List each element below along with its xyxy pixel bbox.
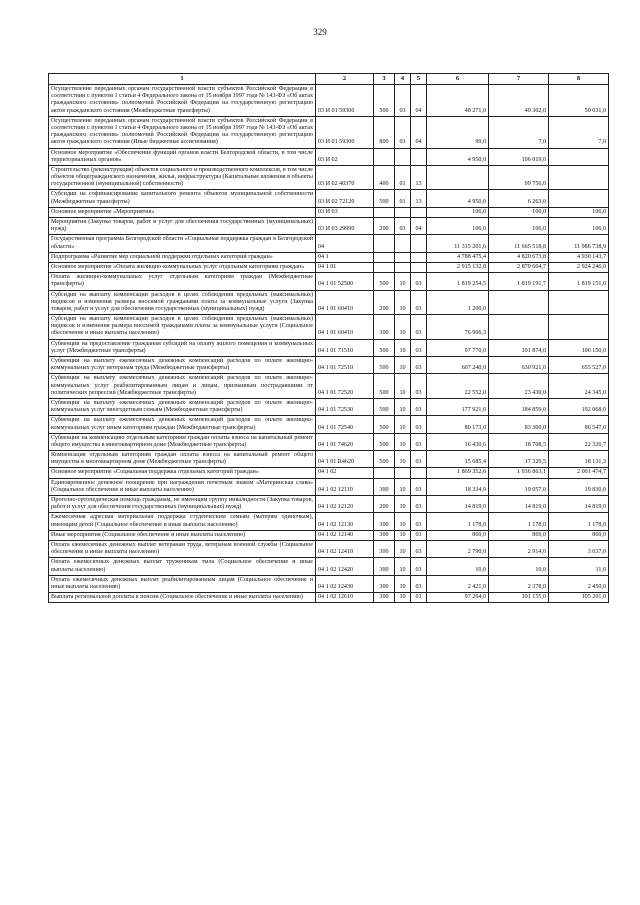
- row-amount-year1-cell: 177 921,0: [427, 398, 489, 415]
- row-section-cell: 01: [395, 190, 411, 207]
- table-row: [49, 468, 609, 478]
- row-code-cell: 04 1 01 72510: [316, 357, 374, 374]
- row-amount-year3-cell: 19 830,0: [549, 478, 609, 495]
- column-header: 4: [395, 74, 411, 85]
- row-expense-type-cell: 300: [374, 558, 395, 575]
- row-expense-type-cell: 500: [374, 339, 395, 356]
- table-row: [49, 85, 609, 117]
- row-amount-year3-cell: 11 986 738,9: [549, 235, 609, 252]
- row-amount-year2-cell: 19 057,0: [489, 478, 549, 495]
- row-expense-type-cell: 300: [374, 530, 395, 540]
- row-amount-year3-cell: 86 547,0: [549, 416, 609, 433]
- row-code-cell: 04 1 02 12140: [316, 530, 374, 540]
- row-name-cell: Субсидии на выплату компенсации расходов в целях соблюдения предельных (максимальных) индексов и изменения размера вносимой гражданами платы за коммунальные услуги (Социальное обеспечение и иные выплаты населению): [49, 315, 316, 340]
- row-name-cell: Субвенции на выплату ежемесячных денежных компенсаций расходов по оплате жилищно-коммунальных услуг реабилитированным лицам и лицам, признанным пострадавшими от политических репрессий (Межбюджетные трансферты): [49, 374, 316, 399]
- row-expense-type-cell: 300: [374, 540, 395, 557]
- row-section-cell: 10: [395, 339, 411, 356]
- row-expense-type-cell: 300: [374, 575, 395, 592]
- row-section-cell: 10: [395, 593, 411, 603]
- row-section-cell: 10: [395, 451, 411, 468]
- row-amount-year2-cell: 10,0: [489, 558, 549, 575]
- row-expense-type-cell: 500: [374, 85, 395, 117]
- row-section-cell: 10: [395, 433, 411, 450]
- row-subsection-cell: 03: [411, 530, 427, 540]
- row-section-cell: 10: [395, 357, 411, 374]
- row-amount-year2-cell: 184 859,0: [489, 398, 549, 415]
- row-amount-year1-cell: 22 552,0: [427, 374, 489, 399]
- row-amount-year2-cell: 106 019,0: [489, 148, 549, 165]
- column-header: 7: [489, 74, 549, 85]
- table-row: [49, 273, 609, 290]
- row-name-cell: Оплата жилищно-коммунальных услуг отдельным категориям граждан (Межбюджетные трансферты): [49, 273, 316, 290]
- row-subsection-cell: 04: [411, 116, 427, 148]
- row-amount-year2-cell: 4 820 673,8: [489, 252, 549, 262]
- row-amount-year2-cell: 11 665 518,8: [489, 235, 549, 252]
- row-amount-year2-cell: [489, 315, 549, 340]
- row-amount-year1-cell: 14 819,0: [427, 496, 489, 513]
- row-section-cell: 10: [395, 315, 411, 340]
- row-section-cell: 10: [395, 416, 411, 433]
- row-amount-year1-cell: 4 950,0: [427, 148, 489, 165]
- row-amount-year2-cell: 869,0: [489, 530, 549, 540]
- row-section-cell: 10: [395, 540, 411, 557]
- row-subsection-cell: [411, 252, 427, 262]
- row-amount-year2-cell: 49 302,0: [489, 85, 549, 117]
- row-amount-year1-cell: 106,0: [427, 218, 489, 235]
- row-name-cell: Субвенции на выплату ежемесячных денежных компенсаций расходов по оплате жилищно-коммунальных услуг иным категориям граждан (Межбюджетные трансферты): [49, 416, 316, 433]
- row-expense-type-cell: 500: [374, 433, 395, 450]
- row-subsection-cell: 03: [411, 540, 427, 557]
- row-name-cell: Подпрограмма «Развитие мер социальной поддержки отдельных категорий граждан»: [49, 252, 316, 262]
- column-header: 1: [49, 74, 316, 85]
- row-amount-year3-cell: 4 930 143,7: [549, 252, 609, 262]
- table-row: [49, 262, 609, 272]
- row-section-cell: 03: [395, 116, 411, 148]
- row-expense-type-cell: 300: [374, 593, 395, 603]
- row-subsection-cell: 03: [411, 558, 427, 575]
- column-header: 3: [374, 74, 395, 85]
- table-row: [49, 593, 609, 603]
- row-amount-year1-cell: 4 950,0: [427, 190, 489, 207]
- row-expense-type-cell: [374, 468, 395, 478]
- row-code-cell: 03 И 02: [316, 148, 374, 165]
- row-expense-type-cell: 800: [374, 116, 395, 148]
- row-subsection-cell: 13: [411, 190, 427, 207]
- budget-table: [48, 73, 609, 603]
- row-amount-year1-cell: 80 173,0: [427, 416, 489, 433]
- row-subsection-cell: 04: [411, 218, 427, 235]
- row-expense-type-cell: 300: [374, 478, 395, 495]
- row-name-cell: Строительство (реконструкция) объектов социального и производственного комплексов, в том числе объектов общегражданского назначения, жилья, инфраструктуры (Капитальные вложения в объекты государственной (муниципальной) собственности): [49, 165, 316, 190]
- row-code-cell: 04 1 01 R4620: [316, 451, 374, 468]
- row-amount-year1-cell: 99,0: [427, 116, 489, 148]
- table-row: [49, 290, 609, 315]
- row-name-cell: Субсидии на выплату компенсации расходов в целях соблюдения предельных (максимальных) индексов и изменения размера вносимой гражданами платы за коммунальные услуги (Закупка товаров, работ и услуг для обеспечения государственных (муниципальных) нужд): [49, 290, 316, 315]
- row-expense-type-cell: 200: [374, 218, 395, 235]
- row-name-cell: Иные мероприятия (Социальное обеспечение и иные выплаты населению): [49, 530, 316, 540]
- column-header: 6: [427, 74, 489, 85]
- row-expense-type-cell: 300: [374, 513, 395, 530]
- row-section-cell: [395, 262, 411, 272]
- row-amount-year2-cell: 1 936 863,1: [489, 468, 549, 478]
- table-body: [49, 85, 609, 603]
- row-code-cell: 04 1 02 12410: [316, 540, 374, 557]
- row-amount-year3-cell: 106,0: [549, 218, 609, 235]
- row-code-cell: 04 1 01 60410: [316, 315, 374, 340]
- row-code-cell: 04 1 02 12420: [316, 558, 374, 575]
- row-name-cell: Основное мероприятие «Оплата жилищно-коммунальных услуг отдельным категориям граждан»: [49, 262, 316, 272]
- row-code-cell: 03 И 03 29990: [316, 218, 374, 235]
- row-subsection-cell: 03: [411, 374, 427, 399]
- row-amount-year3-cell: 11,0: [549, 558, 609, 575]
- row-amount-year1-cell: 97 770,0: [427, 339, 489, 356]
- table-header-row: [49, 74, 609, 85]
- table-row: [49, 357, 609, 374]
- row-subsection-cell: 01: [411, 593, 427, 603]
- column-header: 5: [411, 74, 427, 85]
- row-amount-year2-cell: 1 819 191,7: [489, 273, 549, 290]
- row-amount-year3-cell: 2 001 474,7: [549, 468, 609, 478]
- row-section-cell: [395, 235, 411, 252]
- row-amount-year3-cell: 2 924 246,0: [549, 262, 609, 272]
- row-amount-year1-cell: 16 430,6: [427, 433, 489, 450]
- table-row: [49, 374, 609, 399]
- row-amount-year1-cell: 97 264,0: [427, 593, 489, 603]
- row-subsection-cell: 04: [411, 85, 427, 117]
- row-name-cell: Основное мероприятие «Обеспечение функций органов власти Белгородской области, в том числе территориальных органов»: [49, 148, 316, 165]
- row-section-cell: 10: [395, 558, 411, 575]
- row-subsection-cell: 03: [411, 451, 427, 468]
- row-code-cell: 04 1 01 52500: [316, 273, 374, 290]
- row-name-cell: Государственная программа Белгородской области «Социальная поддержка граждан в Белгородской области»: [49, 235, 316, 252]
- row-expense-type-cell: 500: [374, 190, 395, 207]
- row-name-cell: Субвенции на выплату ежемесячных денежных компенсаций расходов по оплате жилищно-коммунальных услуг ветеранам труда (Межбюджетные трансферты): [49, 357, 316, 374]
- table-row: [49, 540, 609, 557]
- row-expense-type-cell: 500: [374, 398, 395, 415]
- row-section-cell: [395, 148, 411, 165]
- row-amount-year3-cell: 106,0: [549, 207, 609, 217]
- row-amount-year3-cell: [549, 165, 609, 190]
- row-amount-year1-cell: 2 790,0: [427, 540, 489, 557]
- row-amount-year2-cell: 14 819,0: [489, 496, 549, 513]
- table-row: [49, 116, 609, 148]
- row-name-cell: Оплата ежемесячных денежных выплат труженикам тыла (Социальное обеспечение и иные выплаты населению): [49, 558, 316, 575]
- table-row: [49, 252, 609, 262]
- row-code-cell: 04 1 02: [316, 468, 374, 478]
- row-code-cell: 04 1 02 12430: [316, 575, 374, 592]
- row-subsection-cell: 03: [411, 398, 427, 415]
- row-code-cell: 04 1: [316, 252, 374, 262]
- row-subsection-cell: 03: [411, 290, 427, 315]
- row-name-cell: Субвенции на компенсацию отдельным категориям граждан оплаты взноса на капитальный ремонт общего имущества в многоквартирном доме (Межбюджетные трансферты): [49, 433, 316, 450]
- row-amount-year2-cell: 1 178,0: [489, 513, 549, 530]
- table-row: [49, 190, 609, 207]
- row-amount-year1-cell: 869,0: [427, 530, 489, 540]
- row-code-cell: 04: [316, 235, 374, 252]
- row-name-cell: Осуществление переданных органам государственной власти субъектов Российской Федерации в соответствии с пунктом 1 статьи 4 Федерального закона от 15 ноября 1997 года № 143-ФЗ «Об актах гражданского состояния» полномочий Российской Федерации на государственную регистрацию актов гражданского состояния (Иные бюджетные ассигнования): [49, 116, 316, 148]
- row-amount-year3-cell: 24 345,0: [549, 374, 609, 399]
- row-amount-year3-cell: 2 450,0: [549, 575, 609, 592]
- row-amount-year1-cell: 2 421,0: [427, 575, 489, 592]
- table-row: [49, 530, 609, 540]
- row-amount-year1-cell: 18 334,0: [427, 478, 489, 495]
- row-code-cell: 03 И 03: [316, 207, 374, 217]
- row-section-cell: 10: [395, 290, 411, 315]
- row-amount-year3-cell: 192 068,0: [549, 398, 609, 415]
- row-section-cell: 10: [395, 575, 411, 592]
- row-subsection-cell: 03: [411, 478, 427, 495]
- table-row: [49, 433, 609, 450]
- row-amount-year1-cell: 106,0: [427, 207, 489, 217]
- row-section-cell: [395, 468, 411, 478]
- row-amount-year2-cell: 83 300,0: [489, 416, 549, 433]
- row-amount-year1-cell: 10,0: [427, 558, 489, 575]
- table-row: [49, 339, 609, 356]
- row-amount-year1-cell: 1 200,0: [427, 290, 489, 315]
- table-row: [49, 218, 609, 235]
- row-amount-year2-cell: 99 756,0: [489, 165, 549, 190]
- row-code-cell: 04 1 02 12610: [316, 593, 374, 603]
- row-amount-year1-cell: 48 271,0: [427, 85, 489, 117]
- row-expense-type-cell: [374, 235, 395, 252]
- row-code-cell: 04 1 01 72520: [316, 374, 374, 399]
- table-row: [49, 558, 609, 575]
- row-code-cell: 04 1 02 12120: [316, 496, 374, 513]
- row-amount-year3-cell: 3 037,0: [549, 540, 609, 557]
- row-amount-year1-cell: 4 788 475,4: [427, 252, 489, 262]
- row-subsection-cell: 03: [411, 575, 427, 592]
- row-subsection-cell: 03: [411, 357, 427, 374]
- row-name-cell: Единовременное денежное поощрение при награждении почетным знаком «Материнская слава» (Социальное обеспечение и иные выплаты населению): [49, 478, 316, 495]
- row-code-cell: 03 И 01 59300: [316, 116, 374, 148]
- row-amount-year3-cell: 50 031,0: [549, 85, 609, 117]
- row-code-cell: 04 1 01 71510: [316, 339, 374, 356]
- row-section-cell: 10: [395, 530, 411, 540]
- row-code-cell: 04 1 01: [316, 262, 374, 272]
- row-amount-year1-cell: 1 869 352,6: [427, 468, 489, 478]
- row-subsection-cell: [411, 235, 427, 252]
- row-expense-type-cell: 500: [374, 357, 395, 374]
- row-section-cell: 10: [395, 478, 411, 495]
- row-expense-type-cell: 500: [374, 374, 395, 399]
- row-amount-year3-cell: 14 819,0: [549, 496, 609, 513]
- table-row: [49, 398, 609, 415]
- page-number: 329: [313, 27, 327, 37]
- row-section-cell: [395, 252, 411, 262]
- row-amount-year3-cell: 1 819 151,0: [549, 273, 609, 290]
- row-name-cell: Оплата ежемесячных денежных выплат реабилитированным лицам (Социальное обеспечение и иные выплаты населению): [49, 575, 316, 592]
- row-amount-year3-cell: [549, 290, 609, 315]
- row-amount-year2-cell: 2 914,0: [489, 540, 549, 557]
- row-code-cell: 04 1 01 60410: [316, 290, 374, 315]
- row-expense-type-cell: 500: [374, 273, 395, 290]
- table-row: [49, 575, 609, 592]
- row-subsection-cell: [411, 262, 427, 272]
- table-row: [49, 478, 609, 495]
- row-name-cell: Протезно-ортопедическая помощь гражданам, не имеющим группу инвалидности (Закупка товаров, работ и услуг для обеспечения государственных (муниципальных) нужд): [49, 496, 316, 513]
- row-amount-year1-cell: 607 240,0: [427, 357, 489, 374]
- row-expense-type-cell: 200: [374, 496, 395, 513]
- row-subsection-cell: [411, 468, 427, 478]
- row-amount-year2-cell: 23 430,0: [489, 374, 549, 399]
- row-amount-year2-cell: 2 378,0: [489, 575, 549, 592]
- row-subsection-cell: 03: [411, 416, 427, 433]
- table-row: [49, 513, 609, 530]
- row-amount-year1-cell: 1 819 254,5: [427, 273, 489, 290]
- row-expense-type-cell: [374, 262, 395, 272]
- row-expense-type-cell: 300: [374, 315, 395, 340]
- table-row: [49, 315, 609, 340]
- row-code-cell: 03 И 02 40370: [316, 165, 374, 190]
- row-amount-year3-cell: 105 201,0: [549, 593, 609, 603]
- row-expense-type-cell: [374, 252, 395, 262]
- row-amount-year1-cell: 2 915 132,8: [427, 262, 489, 272]
- row-amount-year1-cell: 15 685,4: [427, 451, 489, 468]
- row-section-cell: 10: [395, 374, 411, 399]
- row-amount-year3-cell: [549, 190, 609, 207]
- row-amount-year1-cell: 1 178,0: [427, 513, 489, 530]
- table-row: [49, 235, 609, 252]
- table-row: [49, 451, 609, 468]
- row-subsection-cell: 03: [411, 433, 427, 450]
- row-name-cell: Оплата ежемесячных денежных выплат ветеранам труда, ветеранам военной службы (Социальное обеспечение и иные выплаты населению): [49, 540, 316, 557]
- row-expense-type-cell: 200: [374, 290, 395, 315]
- row-section-cell: 01: [395, 165, 411, 190]
- row-subsection-cell: 13: [411, 165, 427, 190]
- row-section-cell: 03: [395, 218, 411, 235]
- row-subsection-cell: 03: [411, 315, 427, 340]
- row-name-cell: Основное мероприятие «Социальная поддержка отдельных категорий граждан»: [49, 468, 316, 478]
- row-section-cell: 03: [395, 85, 411, 117]
- row-section-cell: 10: [395, 496, 411, 513]
- row-amount-year2-cell: 101 155,0: [489, 593, 549, 603]
- row-amount-year3-cell: [549, 148, 609, 165]
- row-amount-year2-cell: 7,0: [489, 116, 549, 148]
- row-code-cell: 04 1 01 74620: [316, 433, 374, 450]
- row-name-cell: Основное мероприятие «Мероприятия»: [49, 207, 316, 217]
- row-subsection-cell: 03: [411, 339, 427, 356]
- table-row: [49, 496, 609, 513]
- row-name-cell: Ежемесячная адресная материальная поддержка студенческим семьям (матерям одиночкам), имеющим детей (Социальное обеспечение и иные выплаты населению): [49, 513, 316, 530]
- row-amount-year3-cell: 655 527,0: [549, 357, 609, 374]
- row-amount-year2-cell: 17 320,5: [489, 451, 549, 468]
- row-code-cell: 04 1 02 12110: [316, 478, 374, 495]
- row-amount-year2-cell: 2 879 604,7: [489, 262, 549, 272]
- row-amount-year3-cell: [549, 315, 609, 340]
- row-subsection-cell: 03: [411, 273, 427, 290]
- column-header: 2: [316, 74, 374, 85]
- row-code-cell: 03 И 01 59300: [316, 85, 374, 117]
- row-name-cell: Компенсация отдельным категориям граждан оплаты взноса на капитальный ремонт общего имущества в многоквартирном доме (Межбюджетные трансферты): [49, 451, 316, 468]
- table-row: [49, 165, 609, 190]
- row-subsection-cell: 03: [411, 496, 427, 513]
- row-subsection-cell: [411, 148, 427, 165]
- row-subsection-cell: [411, 207, 427, 217]
- row-amount-year2-cell: 18 708,5: [489, 433, 549, 450]
- row-code-cell: 03 И 02 72120: [316, 190, 374, 207]
- row-amount-year2-cell: 6 263,0: [489, 190, 549, 207]
- row-section-cell: 10: [395, 513, 411, 530]
- row-amount-year3-cell: 1 178,0: [549, 513, 609, 530]
- table-row: [49, 207, 609, 217]
- row-amount-year2-cell: 630 921,0: [489, 357, 549, 374]
- row-amount-year3-cell: 18 131,3: [549, 451, 609, 468]
- row-name-cell: Мероприятия (Закупка товаров, работ и услуг для обеспечения государственных (муниципальных) нужд): [49, 218, 316, 235]
- row-name-cell: Осуществление переданных органам государственной власти субъектов Российской Федерации в соответствии с пунктом 1 статьи 4 Федерального закона от 15 ноября 1997 года № 143-ФЗ «Об актах гражданского состояния» полномочий Российской Федерации на государственную регистрацию актов гражданского состояния (Межбюджетные трансферты): [49, 85, 316, 117]
- table-row: [49, 148, 609, 165]
- row-amount-year2-cell: 106,0: [489, 218, 549, 235]
- row-amount-year1-cell: 11 315 201,6: [427, 235, 489, 252]
- row-name-cell: Субвенции на предоставление гражданам субсидий на оплату жилого помещения и коммунальных услуг (Межбюджетные трансферты): [49, 339, 316, 356]
- row-expense-type-cell: 400: [374, 165, 395, 190]
- table-row: [49, 416, 609, 433]
- row-amount-year2-cell: [489, 290, 549, 315]
- row-amount-year1-cell: [427, 165, 489, 190]
- row-amount-year3-cell: 869,0: [549, 530, 609, 540]
- row-name-cell: Субсидии на софинансирование капитального ремонта объектов муниципальной собственности (Межбюджетные трансферты): [49, 190, 316, 207]
- row-amount-year3-cell: 7,0: [549, 116, 609, 148]
- row-expense-type-cell: [374, 148, 395, 165]
- row-section-cell: 10: [395, 273, 411, 290]
- row-expense-type-cell: [374, 207, 395, 217]
- row-amount-year1-cell: 76 906,3: [427, 315, 489, 340]
- row-name-cell: Субвенции на выплату ежемесячных денежных компенсаций расходов по оплате жилищно-коммунальных услуг многодетным семьям (Межбюджетные трансферты): [49, 398, 316, 415]
- row-section-cell: [395, 207, 411, 217]
- row-amount-year3-cell: 22 326,7: [549, 433, 609, 450]
- row-amount-year2-cell: 101 874,0: [489, 339, 549, 356]
- row-amount-year3-cell: 106 150,0: [549, 339, 609, 356]
- row-code-cell: 04 1 02 12130: [316, 513, 374, 530]
- row-expense-type-cell: 500: [374, 416, 395, 433]
- row-name-cell: Выплата региональной доплаты к пенсии (Социальное обеспечение и иные выплаты населению): [49, 593, 316, 603]
- row-amount-year2-cell: 106,0: [489, 207, 549, 217]
- column-header: 8: [549, 74, 609, 85]
- row-code-cell: 04 1 01 72530: [316, 398, 374, 415]
- row-code-cell: 04 1 01 72540: [316, 416, 374, 433]
- row-expense-type-cell: 500: [374, 451, 395, 468]
- row-section-cell: 10: [395, 398, 411, 415]
- row-subsection-cell: 03: [411, 513, 427, 530]
